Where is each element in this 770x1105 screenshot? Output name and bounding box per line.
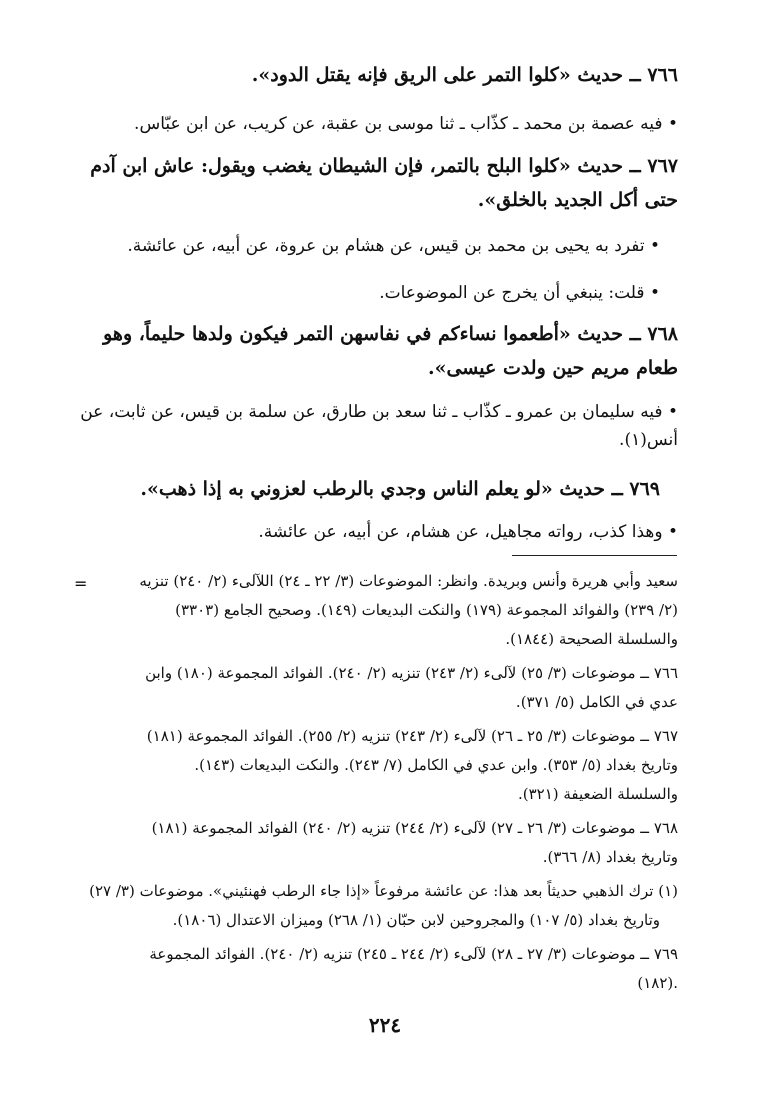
page-number: ٢٢٤ bbox=[368, 1013, 402, 1037]
hadith-767-note: • تفرد به يحيى بن محمد بن قيس، عن هشام بن عروة، عن أبيه، عن عائشة. bbox=[127, 236, 660, 256]
footnote-767-line1: ٧٦٧ ــ موضوعات (٣/ ٢٥ ـ ٢٦) لآلىء (٢/ ٢٤٣) تنزيه (٢/ ٢٥٥). الفوائد المجموعة (١٨١) bbox=[146, 727, 678, 745]
hadith-768-note-line1: • فيه سليمان بن عمرو ـ كذّاب ـ ثنا سعد بن طارق، عن سلمة بن قيس، عن ثابت، عن bbox=[80, 402, 678, 422]
footnote-line: سعيد وأبي هريرة وأنس وبريدة. وانظر: الموضوعات (٣/ ٢٢ ـ ٢٤) اللآلىء (٢/ ٢٤٠) تنزيه bbox=[139, 572, 678, 590]
footnote-line: (٢/ ٢٣٩) والفوائد المجموعة (١٧٩) والنكت البديعات (١٤٩). وصحيح الجامع (٣٣٠٣) bbox=[175, 601, 678, 619]
footnote-1-line2: وتاريخ بغداد (٥/ ١٠٧) والمجروحين لابن حبّان (١/ ٢٦٨) وميزان الاعتدال (١٨٠٦). bbox=[172, 911, 660, 929]
footnote-769-line1: ٧٦٩ ــ موضوعات (٣/ ٢٧ ـ ٢٨) لآلىء (٢/ ٢٤٤ ـ ٢٤٥) تنزيه (٢/ ٢٤٠). الفوائد المجموعة bbox=[149, 945, 678, 963]
footnote-divider bbox=[512, 555, 677, 556]
hadith-769-note: • وهذا كذب، رواته مجاهيل، عن هشام، عن أبيه، عن عائشة. bbox=[258, 522, 678, 542]
continuation-mark: = bbox=[74, 574, 88, 593]
hadith-768-title-line2: طعام مريم حين ولدت عيسى». bbox=[427, 357, 678, 379]
footnote-767-line3: والسلسلة الضعيفة (٣٢١). bbox=[517, 785, 678, 803]
hadith-766-note: • فيه عصمة بن محمد ـ كذّاب ـ ثنا موسى بن عقبة، عن كريب، عن ابن عبّاس. bbox=[134, 114, 678, 134]
footnote-769-line2: (١٨٢). bbox=[637, 974, 678, 992]
footnote-766-line2: عدي في الكامل (٥/ ٣٧١). bbox=[515, 693, 678, 711]
footnote-766-line1: ٧٦٦ ــ موضوعات (٣/ ٢٥) لآلىء (٢/ ٢٤٣) تنزيه (٢/ ٢٤٠). الفوائد المجموعة (١٨٠) وابن bbox=[145, 664, 678, 682]
footnote-line: والسلسلة الصحيحة (١٨٤٤). bbox=[505, 630, 678, 648]
footnote-768-line1: ٧٦٨ ــ موضوعات (٣/ ٢٦ ـ ٢٧) لآلىء (٢/ ٢٤٤) تنزيه (٢/ ٢٤٠) الفوائد المجموعة (١٨١) bbox=[151, 819, 678, 837]
hadith-768-title-line1: ٧٦٨ ــ حديث «أطعموا نساءكم في نفاسهن التمر فيكون ولدها حليماً، وهو bbox=[103, 323, 678, 345]
hadith-767-title-line2: حتى أكل الجديد بالخلق». bbox=[477, 189, 678, 211]
footnote-767-line2: وتاريخ بغداد (٥/ ٣٥٣). وابن عدي في الكامل (٧/ ٢٤٣). والنكت البديعات (١٤٣). bbox=[194, 756, 678, 774]
hadith-769-title: ٧٦٩ ــ حديث «لو يعلم الناس وجدي بالرطب لعزوني به إذا ذهب». bbox=[140, 478, 660, 500]
hadith-767-title-line1: ٧٦٧ ــ حديث «كلوا البلح بالتمر، فإن الشيطان يغضب ويقول: عاش ابن آدم bbox=[90, 155, 678, 177]
hadith-768-note-line2: أنس(١). bbox=[619, 430, 678, 450]
footnote-1-line1: (١) ترك الذهبي حديثاً بعد هذا: عن عائشة مرفوعاً «إذا جاء الرطب فهنئيني». موضوعات (٣/ ٢٧) bbox=[89, 882, 678, 900]
hadith-766-title: ٧٦٦ ــ حديث «كلوا التمر على الريق فإنه يقتل الدود». bbox=[251, 64, 678, 86]
hadith-767-remark: • قلت: ينبغي أن يخرج عن الموضوعات. bbox=[379, 283, 660, 303]
footnote-768-line2: وتاريخ بغداد (٨/ ٣٦٦). bbox=[542, 848, 678, 866]
